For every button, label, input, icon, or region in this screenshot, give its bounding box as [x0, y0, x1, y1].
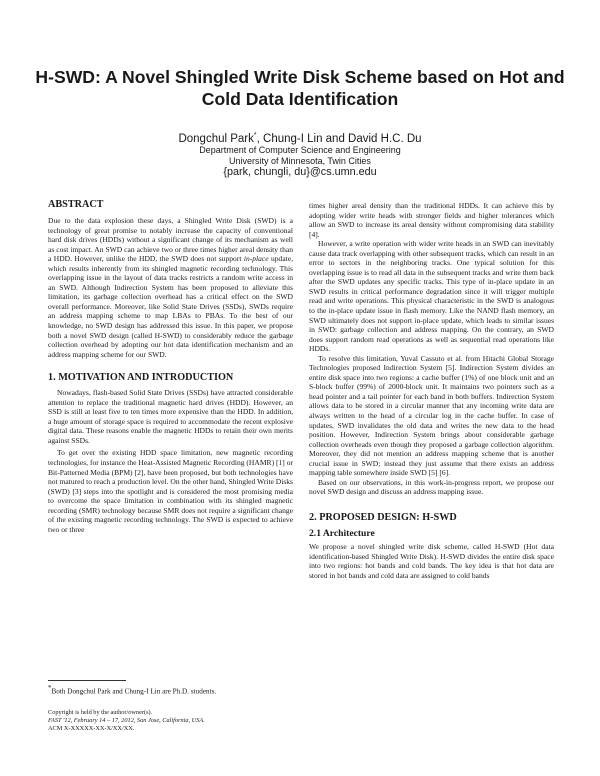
section-1-paragraph-3: times higher areal density than the traditional HDDs. It can achieve this by adopting wider write heads with stronger fields and higher tolerances which allow an SWD to increase its areal density without compromising data stability [4]. — [309, 201, 554, 239]
copyright-line-2: FAST '12, February 14 – 17, 2012, San Jose, California, USA. — [48, 717, 205, 725]
section-1-paragraph-6: Based on our observations, in this work-in-progress report, we propose our novel SWD design and discuss an address mapping issue. — [309, 477, 554, 497]
footnote-mark: * — [48, 684, 52, 692]
abstract-text-b: update, which results inherently from its shingled magnetic recording technology. This overlapping issue in the layout of data tracks restricts a random write access in an SWD. Although Indirection System has been proposed to alleviate this limitation, its garbage collection overhead has a critical effect on the SWD overall performance. Moreover, like Solid State Drives (SSDs), SWDs require an address mapping scheme to map LBAs to PBAs. To the best of our knowledge, no SWD design has addressed this issue. In this paper, we propose both a novel SWD design (called H-SWD) to considerably reduce the garbage collection overhead by adopting our hot data identification mechanism and an address mapping scheme for our SWD. — [48, 254, 293, 359]
abstract-text-italic: in-place — [243, 254, 269, 264]
footnote-rule — [48, 680, 126, 681]
section-1-paragraph-2: To get over the existing HDD space limitation, new magnetic recording technologies, for instance the Heat-Assisted Magnetic Recording (HAMR) [1] or Bit-Patterned Media (BPM) [2], have been proposed, but both technologies have not matured to reach a production level. On the other hand, Shingled Write Disks (SWD) [3] steps into the spotlight and is considered the most promising media to overcome the space limitation in combination with its shingled magnetic recording (SMR) technology because SMR does not require a significant change of the existing magnetic recording technology. The SWD is expected to achieve two or three — [48, 448, 293, 534]
section-1-paragraph-1: Nowadays, flash-based Solid State Drives (SSDs) have attracted considerable attention to replace the traditional magnetic hard drives (HDD). However, an SSD is still at least five to ten times more expensive than the HDD. In addition, a huge amount of storage space is required to accommodate the recent explosive digital data. These reasons enable the magnetic HDDs to retain their own merits against SSDs. — [48, 388, 293, 445]
section-1-heading: 1. MOTIVATION AND INTRODUCTION — [48, 372, 234, 384]
footnote-text: Both Dongchul Park and Chung-I Lin are Ph.D. students. — [51, 687, 217, 696]
left-column — [48, 198, 293, 534]
section-1-paragraph-4: However, a write operation with wider write heads in an SWD can inevitably cause data track overlapping with other subsequent tracks, which can result in an error to sectors in the neighboring tracks. One typical solution for this overlapping issue is to read all data in the subsequent tracks and write them back after the SWD updates any specific tracks. This type of in-place update in an SWD results in critical performance degradation since it will trigger multiple read and write operations. This physical characteristic in the SWD is analogous to the in-place update issue in flash memory. Like the NAND flash memory, an SWD ultimately does not support in-place update, which leads to similar issues in SWD: garbage collection and address mapping. On the contrary, an SWD does support random read operations as well as sequential read operations like HDDs. — [309, 239, 554, 354]
section-1-paragraph-5: To resolve this limitation, Yuval Cassuto et al. from Hitachi Global Storage Technologies proposed Indirection System [5]. Indirection System divides an entire disk space into two regions: a cache buffer (1%) of one block unit and an S-block buffer (99%) of 2000-block unit. It maintains two pointers such as a head pointer and a tail pointer for each band in both buffers. Indirection System allows data to be stored in a circular manner that any incoming write data are always written to the head of a circular log in the cache buffer. In case of updates, SWD invalidates the old data and writes the new data to the head position. However, Indirection System brings about considerable garbage collection overheads even though they proposed a garbage collection algorithm. Moreover, they did not mention an address mapping scheme that is another crucial issue in SWD; instead they just assume that there exists an address mapping table somewhere inside SWD [5] [6]. — [309, 353, 554, 478]
subsection-2-1-heading: 2.1 Architecture — [309, 527, 375, 539]
author-first: Dongchul Park — [178, 132, 254, 145]
author-line — [30, 129, 570, 146]
copyright-block — [48, 709, 293, 734]
abstract-heading: ABSTRACT — [48, 199, 104, 210]
section-2-paragraph-1: We propose a novel shingled write disk scheme, called H-SWD (Hot data identification-based Shingled Write Disk). H-SWD divides the entire disk space into two regions: hot bands and cold bands. The key idea is that hot data are stored in hot bands and cold data are assigned to cold bands — [309, 541, 554, 580]
author-emails: {park, chungli, du}@cs.umn.edu — [223, 166, 377, 178]
copyright-line-3: ACM X-XXXXX-XX-X/XX/XX. — [48, 725, 135, 733]
abstract-text — [48, 216, 293, 359]
affiliation-univ: University of Minnesota, Twin Cities — [229, 156, 371, 166]
author-footnote-mark: * — [253, 132, 257, 139]
author-rest: , Chung-I Lin and David H.C. Du — [256, 132, 422, 145]
paper-title: H-SWD: A Novel Shingled Write Disk Scheme based on Hot and Cold Data Identification — [35, 67, 565, 109]
copyright-line-1: Copyright is held by the author/owner(s). — [48, 709, 153, 716]
abstract-text-a: Due to the data explosion these days, a Shingled Write Disk (SWD) is a technology of great promise to notably increase the capacity of conventional hard disk drives (HDDs) without a significant change of its mechanism as well as cost impact. An SWD can achieve two or three times higher areal density than a HDD. However, unlike the HDD, the SWD does not support — [48, 216, 293, 264]
affiliation-dept: Department of Computer Science and Engineering — [199, 145, 401, 155]
right-column — [309, 201, 554, 580]
author-footnote — [48, 684, 293, 696]
section-2-heading: 2. PROPOSED DESIGN: H-SWD — [309, 511, 457, 523]
